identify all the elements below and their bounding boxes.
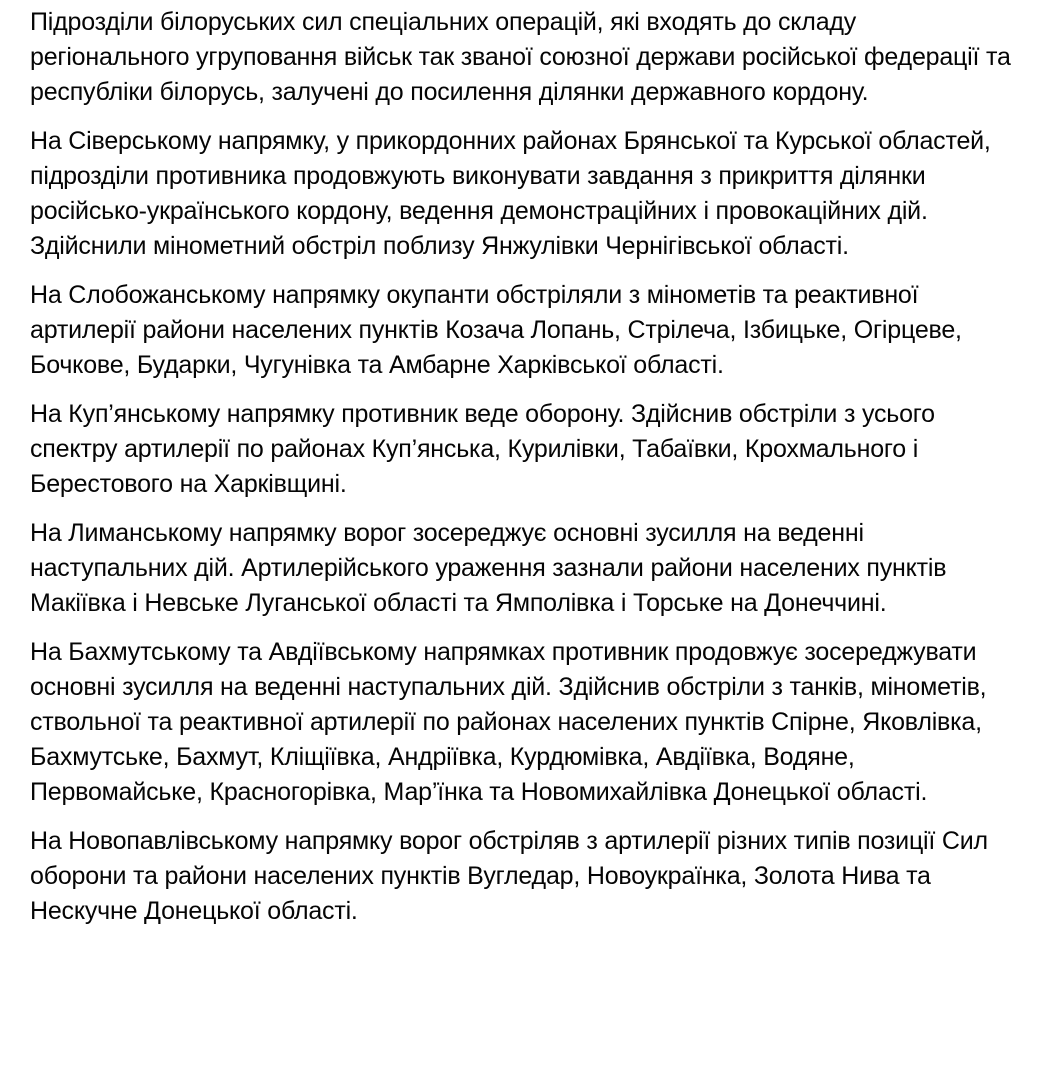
paragraph-novopavlivsky-direction: На Новопавлівському напрямку ворог обстріляв з артилерії різних типів позиції Сил оборони та райони населених пунктів Вугледар, Новоукраїнка, Золота Нива та Нескучне Донецької області. bbox=[30, 827, 988, 925]
paragraph-siversky-direction: На Сіверському напрямку, у прикордонних районах Брянської та Курської областей, підрозділи противника продовжують виконувати завдання з прикриття ділянки російсько-українського кордону, ведення демонстраційних і провокаційних дій. Здійснили мінометний обстріл поблизу Янжулівки Чернігівської області. bbox=[30, 127, 991, 260]
paragraph-bakhmut-avdiivka-direction: На Бахмутському та Авдіївському напрямках противник продовжує зосереджувати основні зусилля на веденні наступальних дій. Здійснив обстріли з танків, мінометів, ствольної та реактивної артилерії по районах населених пунктів Спірне, Яковлівка, Бахмутське, Бахмут, Кліщіївка, Андріївка, Курдюмівка, Авдіївка, Водяне, Первомайське, Красногорівка, Мар’їнка та Новомихайлівка Донецької області. bbox=[30, 638, 987, 806]
paragraph-kupyansky-direction: На Куп’янському напрямку противник веде оборону. Здійснив обстріли з усього спектру артилерії по районах Куп’янська, Курилівки, Табаївки, Крохмального і Берестового на Харківщині. bbox=[30, 400, 935, 498]
paragraph-belarus-forces: Підрозділи білоруських сил спеціальних операцій, які входять до складу регіонального угруповання військ так званої союзної держави російської федерації та республіки білорусь, залучені до посилення ділянки державного кордону. bbox=[30, 8, 1011, 106]
paragraph-lymansky-direction: На Лиманському напрямку ворог зосереджує основні зусилля на веденні наступальних дій. Артилерійського ураження зазнали райони населених пунктів Макіївка і Невське Луганської області та Ямполівка і Торське на Донеччині. bbox=[30, 519, 947, 617]
paragraph-slobozhansky-direction: На Слобожанському напрямку окупанти обстріляли з мінометів та реактивної артилерії райони населених пунктів Козача Лопань, Стрілеча, Ізбицьке, Огірцеве, Бочкове, Бударки, Чугунівка та Амбарне Харківської області. bbox=[30, 281, 962, 379]
